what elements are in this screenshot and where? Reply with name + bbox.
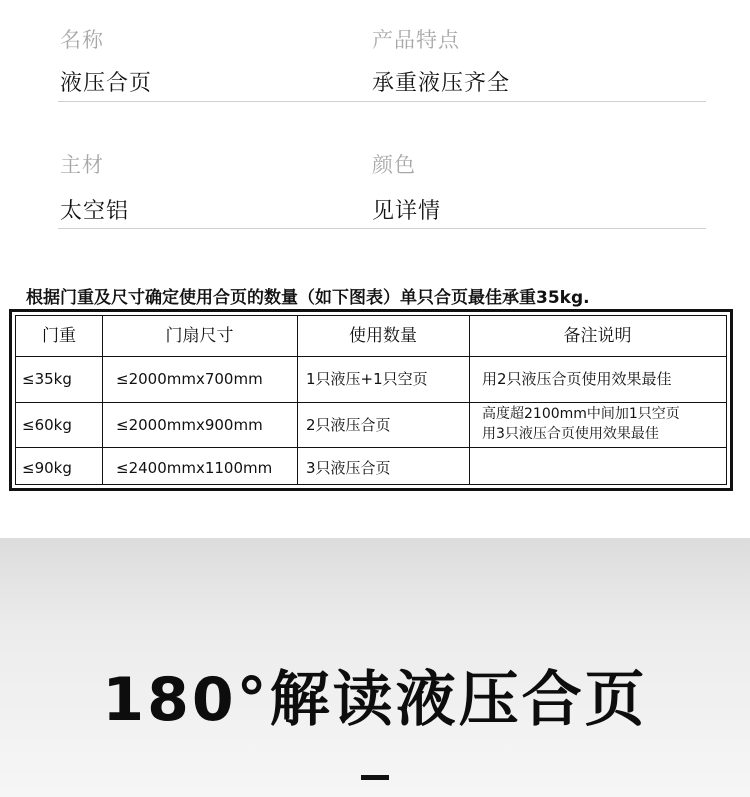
spec-value-color: 见详情 xyxy=(372,199,442,224)
table-cell-count: 2只液压合页 xyxy=(306,415,391,434)
hinge-table-grid xyxy=(15,315,727,485)
headline-dash xyxy=(361,775,389,780)
spec-value-feature: 承重液压齐全 xyxy=(372,71,511,96)
spec-divider-2 xyxy=(58,228,706,229)
hinge-table xyxy=(9,309,733,491)
table-header-weight: 门重 xyxy=(42,326,76,346)
table-cell-weight: ≤35kg xyxy=(22,370,72,388)
table-cell-weight: ≤60kg xyxy=(22,415,72,434)
headline: 180°解读液压合页 xyxy=(102,665,648,735)
spec-value-name: 液压合页 xyxy=(60,71,153,96)
table-header-note: 备注说明 xyxy=(563,326,632,346)
table-cell-note-line2: 用3只液压合页使用效果最佳 xyxy=(482,426,659,442)
spec-label-color: 颜色 xyxy=(372,153,416,177)
table-cell-count: 3只液压合页 xyxy=(306,458,391,477)
table-header-size: 门扇尺寸 xyxy=(165,326,234,346)
table-cell-weight: ≤90kg xyxy=(22,458,72,477)
table-cell-note xyxy=(482,447,722,488)
table-title: 根据门重及尺寸确定使用合页的数量（如下图表）单只合页最佳承重35kg. xyxy=(26,288,590,308)
spec-value-material: 太空铝 xyxy=(60,199,130,224)
spec-divider-1 xyxy=(58,101,706,102)
spec-label-name: 名称 xyxy=(60,28,104,52)
table-cell-size: ≤2400mmx1100mm xyxy=(116,458,273,477)
spec-label-feature: 产品特点 xyxy=(372,28,460,52)
table-cell-size: ≤2000mmx900mm xyxy=(116,415,263,434)
table-cell-note-line1: 高度超2100mm中间加1只空页 xyxy=(482,406,680,422)
table-cell-note: 用2只液压合页使用效果最佳 xyxy=(482,370,672,388)
table-cell-count: 1只液压+1只空页 xyxy=(306,370,428,388)
spec-label-material: 主材 xyxy=(60,153,104,177)
table-header-count: 使用数量 xyxy=(349,326,417,346)
table-cell-size: ≤2000mmx700mm xyxy=(116,370,263,388)
